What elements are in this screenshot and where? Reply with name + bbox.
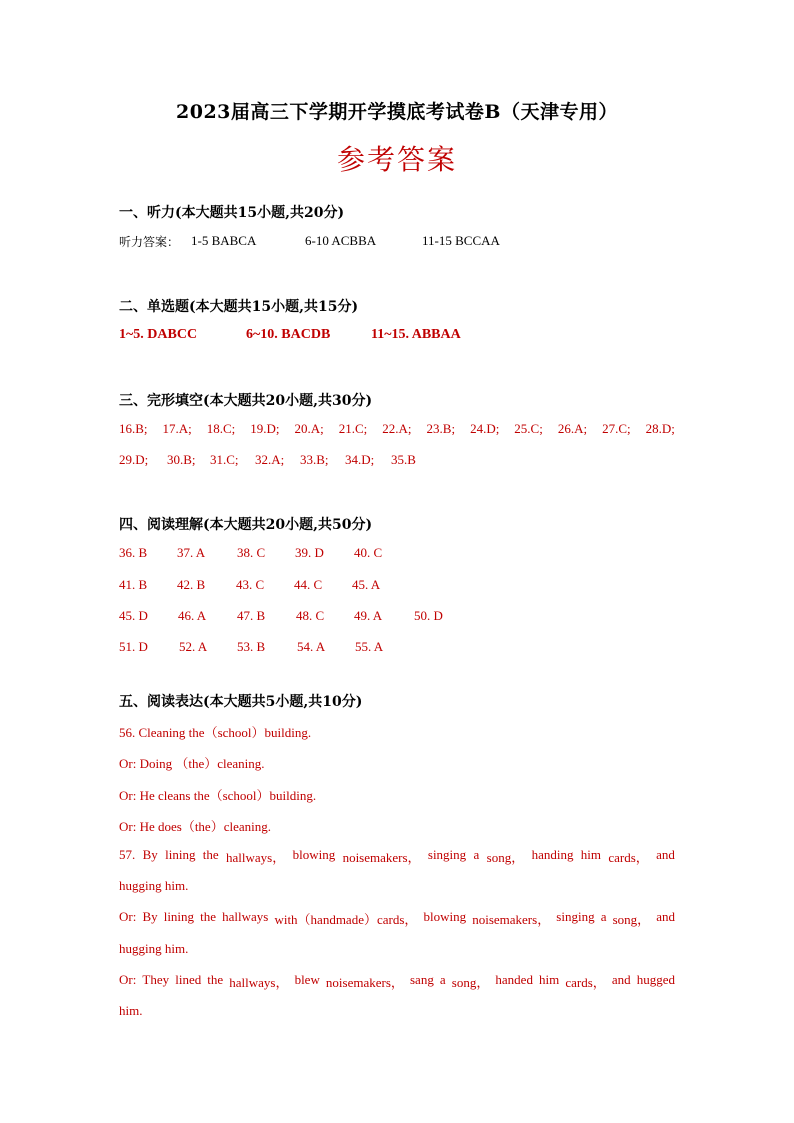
cloze-answer: 31.C; <box>210 452 239 467</box>
word: and <box>656 909 675 924</box>
word: the <box>207 972 224 987</box>
reading-answer: 45. D <box>119 608 148 623</box>
reading-answer: 54. A <box>297 639 326 654</box>
reading-answer: 47. B <box>237 608 266 623</box>
word: and <box>656 847 675 862</box>
word: handing <box>531 847 574 862</box>
cloze-answer: 26.A; <box>557 421 588 436</box>
cloze-answer: 32.A; <box>255 452 285 467</box>
reading-answer: 48. C <box>296 608 325 623</box>
reading-answer: 53. B <box>237 639 266 654</box>
word: the <box>200 909 217 924</box>
word: singing <box>427 847 467 862</box>
cloze-answer: 16.B; <box>119 421 148 436</box>
reading-answer: 50. D <box>414 608 443 623</box>
word: blew <box>294 972 320 987</box>
cloze-answer: 20.A; <box>294 421 324 436</box>
word: blowing <box>292 847 336 862</box>
word: cards， <box>565 975 606 990</box>
answer-line: Or: He cleans the（school）building. <box>119 788 317 803</box>
reading-answer: 41. B <box>119 577 148 592</box>
word: the <box>202 847 219 862</box>
word: and <box>611 972 631 987</box>
word: hallways <box>222 909 269 924</box>
word: song， <box>486 850 525 865</box>
section-heading-single-choice: 二、单选题(本大题共15小题,共15分) <box>119 299 359 315</box>
cloze-answer: 28.D; <box>645 421 675 436</box>
word: cards， <box>608 850 649 865</box>
word: lining <box>163 909 195 924</box>
word: noisemakers， <box>472 912 551 927</box>
cloze-answers-row-1 <box>119 421 675 437</box>
cloze-answer: 33.B; <box>300 452 329 467</box>
word: Or: <box>119 972 137 987</box>
word: handed <box>495 972 533 987</box>
word: song， <box>451 975 490 990</box>
single-choice-answer-group: 6~10. BACDB <box>246 327 331 342</box>
reading-answer: 55. A <box>355 639 384 654</box>
word: noisemakers， <box>342 850 421 865</box>
word: By <box>142 847 158 862</box>
listening-answer-group: 1-5 BABCA <box>191 233 257 248</box>
reading-answer: 52. A <box>179 639 208 654</box>
word: 57. <box>119 847 136 862</box>
cloze-answer: 30.B; <box>167 452 196 467</box>
section-heading-reading-expression: 五、阅读表达(本大题共5小题,共10分) <box>119 694 363 710</box>
answer-57-alt1-line-1 <box>119 909 675 928</box>
word: him <box>580 847 602 862</box>
cloze-answer: 29.D; <box>119 452 149 467</box>
cloze-answer: 17.A; <box>162 421 192 436</box>
reading-answer: 39. D <box>295 545 324 560</box>
reading-answer: 43. C <box>236 577 265 592</box>
listening-answers-label: 听力答案： <box>119 235 180 249</box>
listening-answer-group: 6-10 ACBBA <box>305 233 377 248</box>
word: By <box>142 909 158 924</box>
reading-answer: 38. C <box>237 545 266 560</box>
word: noisemakers， <box>325 975 404 990</box>
reading-answer: 44. C <box>294 577 323 592</box>
cloze-answer: 24.D; <box>470 421 500 436</box>
reading-answer: 37. A <box>177 545 206 560</box>
word: a <box>600 909 607 924</box>
answer-line: Or: Doing （the）cleaning. <box>119 756 265 771</box>
word: They <box>142 972 170 987</box>
section-heading-reading: 四、阅读理解(本大题共20小题,共50分) <box>119 517 373 533</box>
answer-57-alt2-line-1 <box>119 972 675 991</box>
reading-answer: 45. A <box>352 577 381 592</box>
reading-answer: 51. D <box>119 639 148 654</box>
section-heading-cloze: 三、完形填空(本大题共20小题,共30分) <box>119 393 373 409</box>
answer-line: 56. Cleaning the（school）building. <box>119 725 312 740</box>
word: blowing <box>423 909 467 924</box>
cloze-answer: 19.D; <box>250 421 280 436</box>
answer-57-line-2: hugging him. <box>119 878 189 893</box>
answer-line: Or: He does（the）cleaning. <box>119 819 271 834</box>
word: hallways， <box>226 850 286 865</box>
reading-answer: 36. B <box>119 545 148 560</box>
word: Or: <box>119 909 137 924</box>
document-subtitle: 参考答案 <box>336 143 457 176</box>
cloze-answer: 34.D; <box>345 452 375 467</box>
word: with（handmade）cards， <box>274 912 418 927</box>
cloze-answer: 35.B <box>391 452 416 467</box>
reading-answer: 49. A <box>354 608 383 623</box>
word: song， <box>612 912 651 927</box>
word: hugged <box>636 972 675 987</box>
cloze-answer: 22.A; <box>382 421 412 436</box>
word: singing <box>556 909 595 924</box>
word: sang <box>409 972 434 987</box>
cloze-answer: 18.C; <box>206 421 236 436</box>
word: a <box>473 847 480 862</box>
answer-57-alt2-line-2: him. <box>119 1003 143 1018</box>
single-choice-answer-group: 1~5. DABCC <box>119 327 198 342</box>
listening-answer-group: 11-15 BCCAA <box>422 233 500 248</box>
document-title: 2023届高三下学期开学摸底考试卷B（天津专用） <box>176 101 618 123</box>
cloze-answer: 23.B; <box>426 421 456 436</box>
word: lined <box>175 972 202 987</box>
answer-57-line-1 <box>119 847 675 866</box>
cloze-answer: 25.C; <box>514 421 543 436</box>
word: hallways， <box>229 975 289 990</box>
reading-answer: 40. C <box>354 545 383 560</box>
cloze-answer: 27.C; <box>602 421 631 436</box>
word: a <box>439 972 446 987</box>
reading-answer: 42. B <box>177 577 206 592</box>
single-choice-answer-group: 11~15. ABBAA <box>371 327 461 342</box>
reading-answer: 46. A <box>178 608 207 623</box>
word: him <box>539 972 560 987</box>
word: lining <box>165 847 196 862</box>
cloze-answer: 21.C; <box>338 421 368 436</box>
answer-57-alt1-line-2: hugging him. <box>119 941 189 956</box>
section-heading-listening: 一、听力(本大题共15小题,共20分) <box>119 205 345 221</box>
